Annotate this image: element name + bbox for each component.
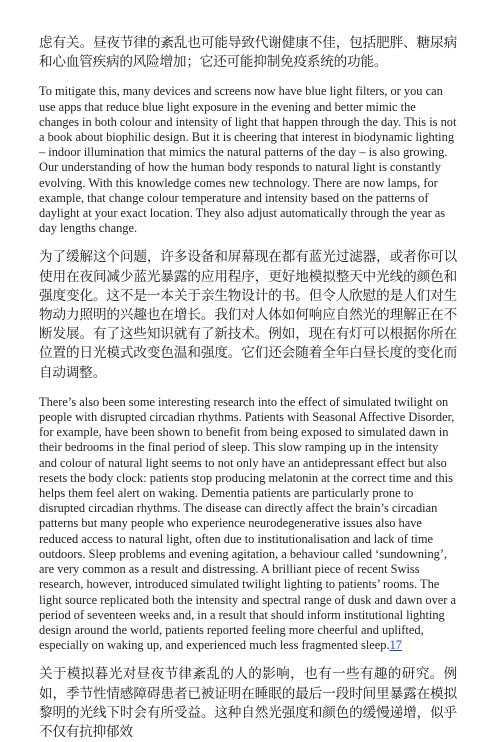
chinese-paragraph-3: 关于模拟暮光对昼夜节律紊乱的人的影响，也有一些有趣的研究。例如，季节性情感障碍患者已被证明在睡眠的最后一段时间里暴露在模拟黎明的光线下时会有所受益。这种自然光强度和颜色的缓慢递增，似乎不仅有抗抑郁效 [39, 666, 457, 740]
english-paragraph-1: To mitigate this, many devices and screens now have blue light filters, or you can use apps that reduce blue light exposure in the evening and better mimic the changes in both colour and intensity of light that happen through the day. This is not a book about biophilic design. But it is cheering that interest in biodynamic lighting – indoor illumination that mimics the natural patterns of the day – is also growing. Our understanding of how the human body responds to natural light is constantly evolving. With this knowledge comes new technology. There are now lamps, for example, that change colour temperature and intensity based on the patterns of daylight at your exact location. They also adjust automatically through the year as day lengths change. [39, 84, 457, 236]
document-page [39, 34, 457, 742]
english-paragraph-2 [39, 395, 457, 653]
chinese-paragraph-2: 为了缓解这个问题，许多设备和屏幕现在都有蓝光过滤器，或者你可以使用在夜间减少蓝光暴露的应用程序，更好地模拟整天中光线的颜色和强度变化。这不是一本关于亲生物设计的书。但令人欣慰的是人们对生物动力照明的兴趣也在增长。我们对人体如何响应自然光的理解正在不断发展。有了这些知识就有了新技术。例如，现在有灯可以根据你所在位置的日光模式改变色温和强度。它们还会随着全年白昼长度的变化而自动调整。 [39, 249, 457, 381]
footnote-link[interactable]: 17 [389, 638, 402, 653]
chinese-paragraph-1: 虑有关。昼夜节律的紊乱也可能导致代谢健康不佳，包括肥胖、糖尿病和心血管疾病的风险增加；它还可能抑制免疫系统的功能。 [39, 35, 457, 71]
english-paragraph-2-text: There’s also been some interesting research into the effect of simulated twilight on people with disrupted circadian rhythms. Patients with Seasonal Affective Disorder, for example, have been shown to benefit from being exposed to simulated dawn in their bedrooms in the final period of sleep. This slow ramping up in the intensity and colour of natural light seems to not only have an antidepressant effect but also resets the body clock: patients stop producing melatonin at the correct time and this helps them feel alert on waking. Dementia patients are particularly prone to disrupted circadian rhythms. The disease can directly affect the brain’s circadian patterns but many people who experience neurodegenerative issues also have reduced access to natural light, often due to institutionalisation and lack of time outdoors. Sleep problems and evening agitation, a behaviour called ‘sundowning’, are very common as a result and distressing. A brilliant piece of recent Swiss research, however, introduced simulated twilight lighting to patients’ rooms. The light source replicated both the intensity and spectral range of dusk and dawn over a period of seventeen weeks and, in a result that should inform institutional lighting design around the world, patients reported feeling more cheerful and uplifted, especially on waking up, and experienced much less fragmented sleep. [39, 394, 457, 653]
